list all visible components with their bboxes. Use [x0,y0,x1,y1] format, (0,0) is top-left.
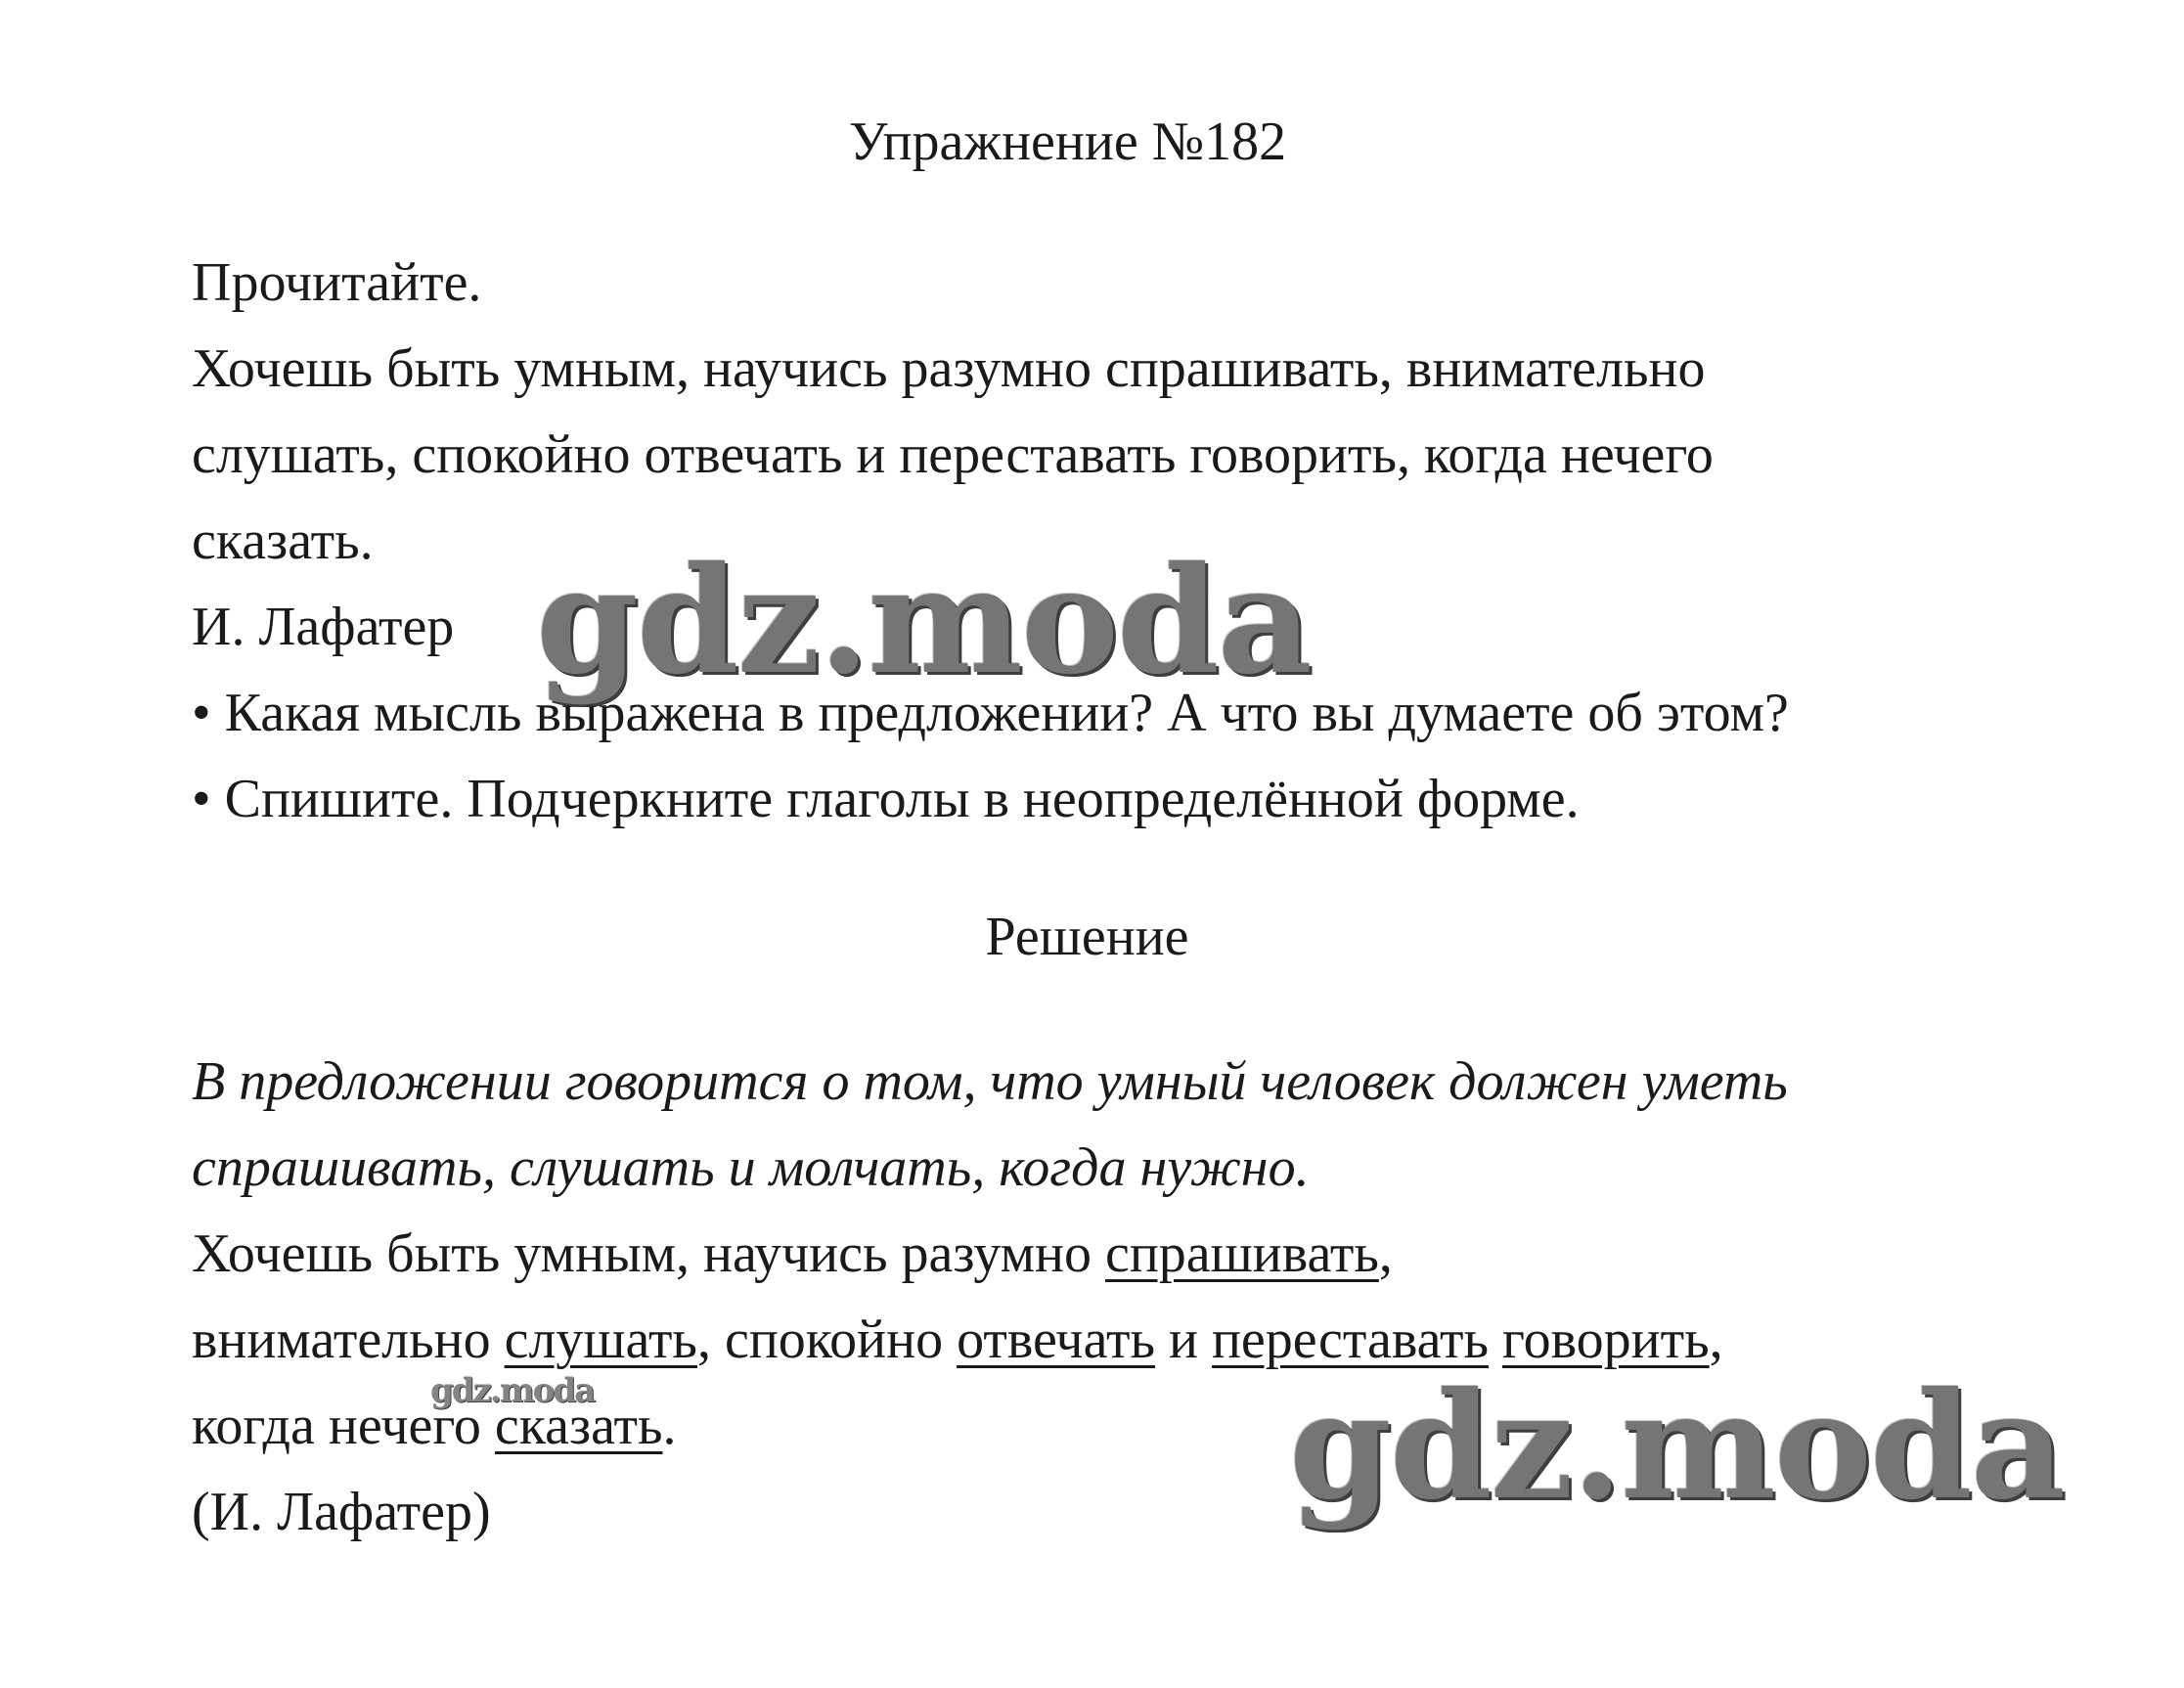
underlined-verb: отвечать [957,1310,1155,1370]
quote-line: Хочешь быть умным, научись разумно спрашивать, внимательно [192,338,1706,399]
watermark-logo: gdz.moda [536,535,1312,707]
underlined-verb: спрашивать [1104,1223,1379,1284]
question-item: • Спишите. Подчеркните глаголы в неопределённой форме. [192,769,1580,829]
instruction: Прочитайте. [192,252,482,313]
plain-text: , спокойно [696,1310,958,1370]
plain-text: внимательно [192,1310,505,1370]
plain-text: Хочешь быть умным, научись разумно [192,1223,1105,1284]
exercise-title-text: Упражнение №182 [848,111,1287,172]
solution-heading [0,898,2184,976]
plain-text: и [1154,1310,1212,1370]
underlined-verb: слушать [504,1310,697,1370]
plain-text: . [662,1396,677,1456]
quote-author: И. Лафатер [192,597,455,657]
copied-sentence-line [192,1211,2050,1297]
solution-author: (И. Лафатер) [192,1482,491,1542]
quote-line: слушать, спокойно отвечать и переставать говорить, когда нечего [192,424,1714,485]
watermark-logo: gdz.moda [1289,1360,2065,1533]
solution-heading-text: Решение [985,907,1189,967]
quote-line: сказать. [192,511,374,571]
exercise-title [0,103,2184,181]
plain-text: , [1378,1223,1393,1284]
watermark-logo-small: gdz.moda [430,1371,595,1410]
underlined-verb: сказать [494,1396,663,1456]
answer-line: В предложении говорится о том, что умный человек должен уметь [192,1051,1788,1112]
answer-line: спрашивать, слушать и молчать, когда нужно. [192,1137,1310,1198]
underlined-verb: переставать [1211,1310,1490,1370]
underlined-verb: говорить [1502,1310,1710,1370]
plain-text: , [1709,1310,1723,1370]
question-item: • Какая мысль выражена в предложении? А что вы думаете об этом? [192,683,1789,743]
plain-text: когда нечего [192,1396,495,1456]
